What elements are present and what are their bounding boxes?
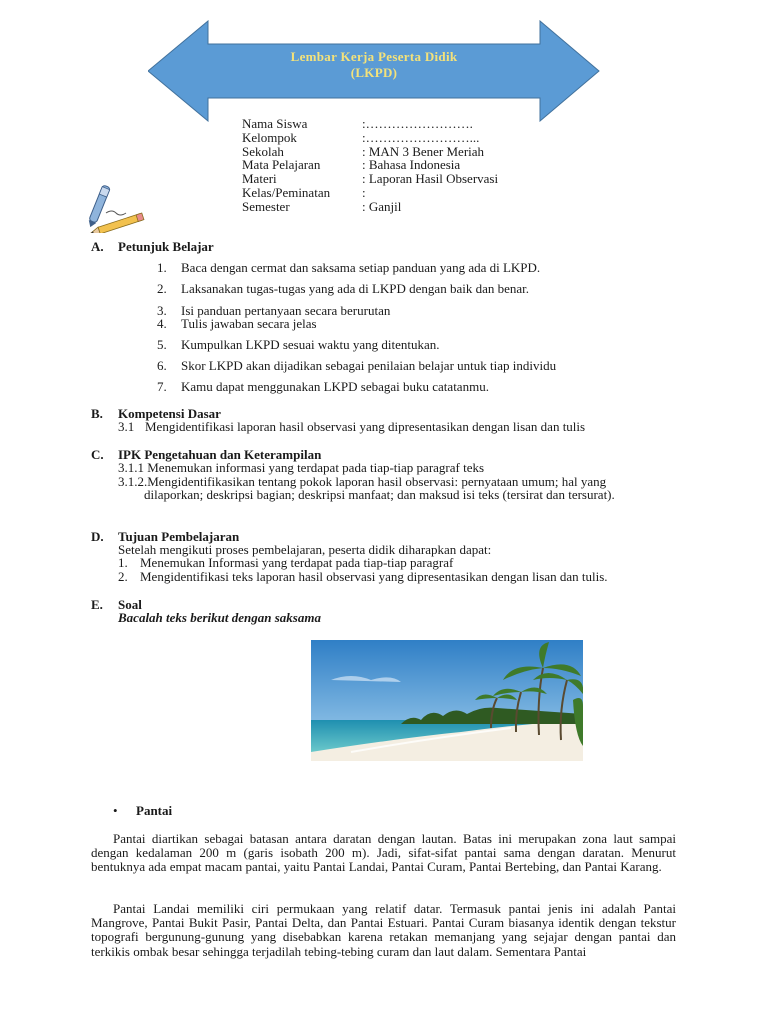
list-item xyxy=(157,260,540,276)
list-item xyxy=(157,316,317,332)
list-text: Baca dengan cermat dan saksama setiap panduan yang ada di LKPD. xyxy=(181,260,541,275)
bullet-heading: Pantai xyxy=(136,803,173,818)
info-value: : Ganjil xyxy=(362,198,402,214)
info-label: Semester xyxy=(242,198,290,214)
list-text: Laksanakan tugas-tugas yang ada di LKPD dengan baik dan benar. xyxy=(181,281,530,296)
beach-photo xyxy=(311,640,583,761)
info-value: : xyxy=(362,184,366,200)
section-title: Soal xyxy=(118,597,142,612)
info-value: : Laporan Hasil Observasi xyxy=(362,171,499,187)
tujuan-intro: Setelah mengikuti proses pembelajaran, peserta didik diharapkan dapat: xyxy=(118,542,492,557)
ipk-line-3: dilaporkan; deskripsi bagian; deskripsi manfaat; dan maksud isi teks (tersirat dan tersurat). xyxy=(144,487,615,502)
info-label: Sekolah xyxy=(242,143,284,159)
list-item xyxy=(157,281,529,297)
ipk-line-1: 3.1.1 Menemukan informasi yang terdapat pada tiap-tiap paragraf teks xyxy=(118,460,485,475)
info-row-kelompok xyxy=(242,131,498,145)
info-row-semester xyxy=(242,200,498,214)
list-item xyxy=(157,379,489,395)
list-text: Kamu dapat menggunakan LKPD sebagai buku catatanmu. xyxy=(181,379,489,394)
bullet-symbol: • xyxy=(113,803,118,818)
list-item xyxy=(118,556,453,570)
section-title: Kompetensi Dasar xyxy=(118,406,221,421)
section-a-heading xyxy=(91,239,214,255)
section-title: Tujuan Pembelajaran xyxy=(118,529,240,544)
info-row-sekolah xyxy=(242,145,498,159)
paragraph: Pantai diartikan sebagai batasan antara daratan dengan lautan. Batas ini merupakan zona laut sampai dengan kedalaman 200 m (garis isobath 200 m). Jadi, sifat-sifat pantai sama dengan daratan. Menurut bentuknya ada empat macam pantai, yaitu Pantai Landai, Pantai Curam, Pantai Bertebing, dan Pantai Karang. xyxy=(91,831,676,875)
info-label: Materi xyxy=(242,171,277,187)
list-number: 2. xyxy=(157,281,167,296)
info-row-materi xyxy=(242,172,498,186)
info-label: Mata Pelajaran xyxy=(242,157,321,173)
section-letter: D. xyxy=(91,529,104,544)
list-item xyxy=(157,337,440,353)
kd-number: 3.1 xyxy=(118,419,135,434)
pen-and-pencil-icon xyxy=(86,183,152,233)
info-label: Nama Siswa xyxy=(242,116,308,131)
info-row-kelas xyxy=(242,186,498,200)
list-number: 6. xyxy=(157,358,167,373)
paragraph: Pantai Landai memiliki ciri permukaan yang relatif datar. Termasuk pantai jenis ini adalah Pantai Mangrove, Pantai Bukit Pasir, Pantai Delta, dan Pantai Estuari. Pantai Curam biasanya identik dengan tekstur topografi bergunung-gunung yang disebabkan karena retakan memanjang yang sejajar dengan pantai dan terkikis ombak besar sehingga terjadilah tebing-tebing curam dan laut dalam. Sementara Pantai xyxy=(91,901,676,959)
section-title: Petunjuk Belajar xyxy=(118,239,214,254)
list-text: Kumpulkan LKPD sesuai waktu yang ditentukan. xyxy=(181,337,440,352)
list-number: 7. xyxy=(157,379,167,394)
list-text: Tulis jawaban secara jelas xyxy=(181,316,317,331)
info-row-nama xyxy=(242,117,498,131)
info-label: Kelompok xyxy=(242,129,297,145)
kompetensi-dasar-item xyxy=(118,420,585,434)
soal-instruction: Bacalah teks berikut dengan saksama xyxy=(118,610,321,625)
info-value: : Bahasa Indonesia xyxy=(362,157,461,173)
list-item xyxy=(118,570,608,584)
section-letter: C. xyxy=(91,447,104,462)
list-number: 5. xyxy=(157,337,167,352)
list-number: 1. xyxy=(118,555,128,570)
list-number: 2. xyxy=(118,569,128,584)
kd-text: Mengidentifikasi laporan hasil observasi yang dipresentasikan dengan lisan dan tulis xyxy=(145,419,586,434)
info-value: :……………………. xyxy=(362,116,473,131)
title-banner xyxy=(148,20,600,122)
list-item xyxy=(157,358,556,374)
list-text: Mengidentifikasi teks laporan hasil observasi yang dipresentasikan dengan lisan dan tulis. xyxy=(140,569,608,584)
info-value: : MAN 3 Bener Meriah xyxy=(362,143,485,159)
list-text: Isi panduan pertanyaan secara berurutan xyxy=(181,303,391,318)
student-info-table xyxy=(242,117,498,214)
list-text: Menemukan Informasi yang terdapat pada tiap-tiap paragraf xyxy=(140,555,454,570)
list-text: Skor LKPD akan dijadikan sebagai penilaian belajar untuk tiap individu xyxy=(181,358,557,373)
info-value: :……………………... xyxy=(362,129,480,145)
info-label: Kelas/Peminatan xyxy=(242,184,331,200)
banner-subtitle: (LKPD) xyxy=(350,65,398,80)
section-letter: E. xyxy=(91,597,103,612)
list-number: 1. xyxy=(157,260,167,275)
list-number: 4. xyxy=(157,316,167,331)
section-letter: A. xyxy=(91,239,104,254)
info-row-mapel xyxy=(242,158,498,172)
ipk-line-2: 3.1.2.Mengidentifikasikan tentang pokok laporan hasil observasi: pernyataan umum; hal yang xyxy=(118,474,607,489)
list-number: 3. xyxy=(157,303,167,318)
section-title: IPK Pengetahuan dan Keterampilan xyxy=(118,447,322,462)
section-letter: B. xyxy=(91,406,103,421)
banner-title: Lembar Kerja Peserta Didik xyxy=(290,49,458,64)
